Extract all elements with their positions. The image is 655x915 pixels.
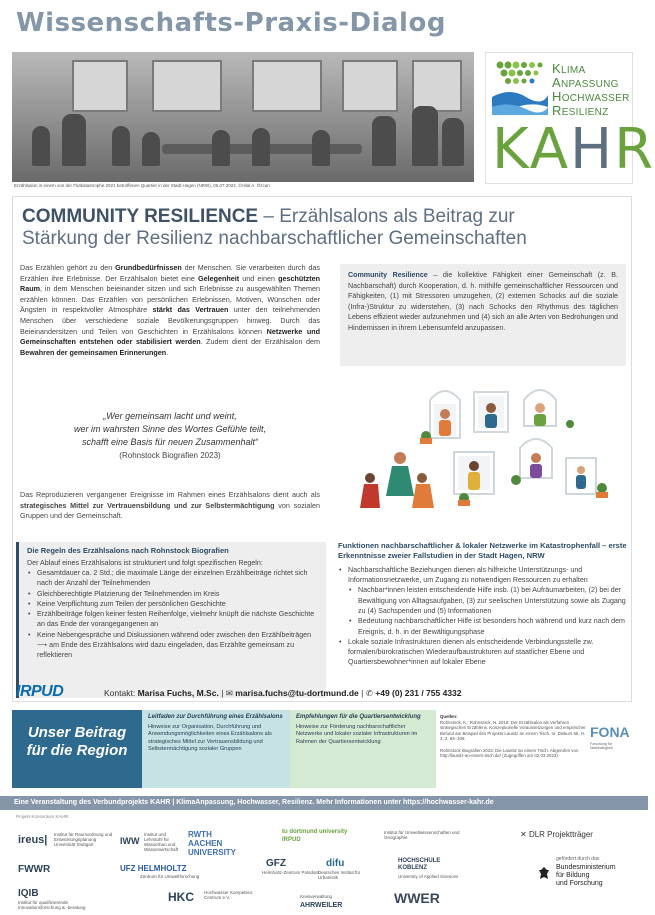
hero-photo <box>12 52 474 182</box>
photo-window <box>152 60 222 112</box>
headline-rest: – Erzählsalons als Beitrag zur <box>258 206 515 227</box>
rules-title: Die Regeln des Erzählsalons nach Rohnstock Biografien <box>27 546 229 555</box>
photo-window <box>252 60 322 112</box>
neighbors-illustration <box>340 378 626 528</box>
hero-caption: Erzählsalon in einem von der Flutkatastrophe 2021 betroffenen Quartier in der Stadt Hagen (NRW), 05.07.2022, ©Hilal A. Özcan <box>14 183 270 188</box>
networks-sublist <box>348 585 628 636</box>
photo-person <box>312 130 330 166</box>
partner-logo-iqib: IQIB <box>18 888 39 899</box>
footer-band <box>12 710 632 788</box>
partner-logo-difu: difu <box>326 858 345 869</box>
list-item: • Gleichberechtigte Platzierung der Teilnehmenden im Kreis <box>27 589 318 599</box>
photo-person <box>252 128 270 166</box>
verbund-bar: Eine Veranstaltung des Verbundprojekts KAHR | KlimaAnpassung, Hochwasser, Resilienz. Mehr Informationen unter https://hochwasser-kahr.de <box>0 796 648 810</box>
partner-logo-rwth: RWTH AACHEN UNIVERSITY <box>188 830 237 857</box>
dlr-icon: ✕ <box>520 830 529 839</box>
photo-person <box>442 118 464 166</box>
partner-sub-gfz: Helmholtz-Zentrum Potsdam <box>262 870 320 875</box>
fona-logo: FONA <box>590 724 630 740</box>
headline <box>22 206 622 250</box>
partner-logo-ireus: ireus| <box>18 834 48 846</box>
partner-logo-tu-dortmund: tu dortmund university IRPUD <box>282 829 348 843</box>
photo-person <box>372 116 396 166</box>
empfehlungen-box: Empfehlungen für die Quartiersentwicklung Hinweise zur Förderung nachbarschaftlicher Netzwerke und lokaler sozialer Infrastrukturen im Rahmen der Quartiersentwicklung <box>290 710 436 788</box>
list-item: • Erzählbeiträge folgen keiner festen Reihenfolge, vielmehr knüpft die nächste Geschichte an das Ende der vorangegangenen an <box>27 609 318 630</box>
intro-paragraph: Das Erzählen gehört zu den Grundbedürfnissen der Menschen. Sie verarbeiten durch das Erzählen ihre Erlebnisse. Der Erzählsalon bietet eine Gelegenheit und einen geschützten Raum, in dem Menschen beieinander sitzen und sich Erlebnisse zu ausgewählten Themen erzählen können. Das Erzählen von persönlichen Erlebnissen, Motiven, Wünschen oder Ängsten in respektvoller Atmosphäre stärkt das Vertrauen unter den teilnehmenden Menschen über verschiedene soziale Bevölkerungsgruppen hinweg. Durch das Beieinandersitzen und Teilen von Geschichten in Erzählsalons können Netzwerke und Gemeinschaften entstehen oder stabilisiert werden. Zudem dient der Erzählsalon dem Bewahren der gemeinsamen Erinnerungen. <box>20 263 320 357</box>
partner-sub-ahrweiler: Kreisverwaltung <box>300 894 333 899</box>
partner-sub-ireus: Institut für Raumordnung und Entwicklungsplanung Universität Stuttgart <box>54 832 113 847</box>
definition-text: – die kollektive Fähigkeit einer Gemeinschaft (z. B. Nachbarschaft) durch Kooperation, d. h. mithilfe gemeinschaftlicher Ressourcen und Fähigkeiten, (1) mit Stressoren umzugehen, (2) externen Schocks auf die soziale (Infra-)Struktur zu widerstehen, (3) nach Schocks den Rhythmus des täglichen Lebens effizient wieder aufzunehmen und (4) sich an alle Arten von Bedrohungen und Hindernissen in ihrem Lebensumfeld anzupassen. <box>348 271 618 332</box>
networks-section <box>338 541 628 668</box>
references: Quellen: Rohnstock, K.; Rohnstock, N. 2018: Der Erzählsalon als Verfahren strategischen Erzählens. Konzeptionelle Voraussetzungen und empirischer Befund am Beispiel des Projekts Lausitz an einem Tisch. In: Diskurs 65, H. 3, 2: 84–108. Rohnstock Biografien 2023: Die Lausitz an einem Tisch. Abgerufen von http://lausitz-an-einem-tisch.de/ (Zugegriffen am 02.03.2023) <box>440 714 586 759</box>
partner-logo-ahrweiler: AHRWEILER <box>300 902 343 909</box>
page-title: Wissenschafts-Praxis-Dialog <box>16 8 446 38</box>
contact-bar <box>16 683 626 703</box>
partner-sub-iww: Institut und Lehrstuhl für Wasserbau und Wasserwirtschaft <box>144 832 179 852</box>
contact-line: Kontakt: Marisa Fuchs, M.Sc. | ✉ marisa.fuchs@tu-dortmund.de | ✆ +49 (0) 231 / 755 4332 <box>104 688 462 698</box>
definition-term: Community Resilience <box>348 271 428 279</box>
partner-sub-iqib: Institut für qualifizierende Innovationsforschung & -beratung <box>18 900 86 910</box>
photo-person <box>412 106 438 166</box>
definition-box <box>340 264 626 366</box>
partner-logo-koblenz: HOCHSCHULE KOBLENZ <box>398 858 441 871</box>
partner-logo-hkc: HKC <box>168 890 194 904</box>
list-item: • Bedeutung nachbarschaftlicher Hilfe ist besonders hoch während und kurz nach dem Ereignis, d. h. in der Bewältigungsphase <box>348 616 628 637</box>
headline-line2: Stärkung der Resilienz nachbarschaftlicher Gemeinschaften <box>22 228 527 249</box>
dlr-logo: ✕ DLR Projektträger <box>520 830 593 839</box>
contact-email[interactable]: marisa.fuchs@tu-dortmund.de <box>235 688 359 698</box>
partner-sub-difu: Deutsches Institut für Urbanistik <box>318 870 361 880</box>
bmbf-logo: Bundesministerium für Bildung und Forschung <box>556 864 616 887</box>
phone-icon: ✆ <box>365 688 373 698</box>
photo-window <box>342 60 398 112</box>
kahr-logo <box>485 52 655 184</box>
logo-dots-icon <box>490 59 548 115</box>
photo-person <box>32 126 50 166</box>
fona-subtitle: Forschung für Nachhaltigkeit <box>590 742 613 750</box>
partner-logo-iww: IWW <box>120 836 140 846</box>
networks-title: Funktionen nachbarschaftlicher & lokaler Netzwerke im Katastrophenfall – erste Erkenntnisse zweier Fallstudien in der Stadt Hagen, NRW <box>338 541 627 561</box>
leitfaden-box: Leitfaden zur Durchführung eines Erzählsalons Hinweise zur Organisation, Durchführung und Anwendungsmöglichkeiten eines Erzählsalons als strategisches Mittel zur Vertrauensbildung und Selbstermächtigung sozialer Gruppen <box>142 710 290 788</box>
eagle-icon <box>538 866 550 882</box>
quote-block: „Wer gemeinsam lacht und weint, wer im wahrsten Sinne des Wortes Gefühle teilt, schafft eine Basis für neuen Zusammenhalt“ (Rohnstock Biografien 2023) <box>20 410 320 462</box>
list-item: • Keine Verpflichtung zum Teilen der persönlichen Geschichte <box>27 599 318 609</box>
list-item: • Gesamtdauer ca. 2 Std.; die maximale Länge der einzelnen Erzählbeiträge richtet sich nach der Anzahl der Teilnehmenden <box>27 568 318 589</box>
partner-sub-ufz: Zentrum für Umweltforschung <box>140 874 200 879</box>
rules-list <box>27 568 318 661</box>
partner-sub-koblenz: University of Applied Sciences <box>398 874 459 879</box>
rules-intro: Der Ablauf eines Erzählsalons ist strukturiert und folgt spezifischen Regeln: <box>27 559 263 567</box>
list-item: • Lokale soziale Infrastrukturen dienen als entscheidende Verbindungsstelle zw. formalen/bürokratischen Wiederaufbaustrukturen auf staatlicher Ebene und Quartiersbewohner*innen auf lokaler Ebene <box>338 637 628 668</box>
partner-logo-ufz: UFZ HELMHOLTZ <box>120 864 187 873</box>
bmbf-label: gefördert durch das <box>556 856 600 862</box>
list-item: • Nachbarschaftliche Beziehungen dienen als hilfreiche Unterstützungs- und Informationsnetzwerke, um Zugang zu notwendigen Ressourcen zu erhalten • Nachbar*innen leisten entscheidende Hilfe insb. (1) bei Aufräumarbeiten, (2) bei der Bewältigung von Alltagsaufgaben, (3) zur seelischen Unterstützung sowie als Zugang zu (4) Sachspenden und (5) Informationen • Bedeutung nachbarschaftlicher Hilfe ist besonders hoch während und kurz nach dem Ereignis, d. h. in der Bewältigungsphase <box>338 565 628 637</box>
photo-window <box>72 60 128 112</box>
headline-bold: COMMUNITY RESILIENCE <box>22 206 259 227</box>
partner-logo-wwer: WWER <box>394 890 440 906</box>
mail-icon: ✉ <box>225 688 233 698</box>
logo-word-anpassung: ANPASSUNG <box>552 75 619 90</box>
logo-word-resilienz: RESILIENZ <box>552 103 609 118</box>
photo-person <box>62 114 86 166</box>
photo-window <box>412 60 462 112</box>
partner-logos <box>0 810 648 915</box>
logo-word-klima: KLIMA <box>552 61 586 76</box>
list-item: • Nachbar*innen leisten entscheidende Hilfe insb. (1) bei Aufräumarbeiten, (2) bei der Bewältigung von Alltagsaufgaben, (3) zur seelischen Unterstützung sowie als Zugang zu (4) Sachspenden und (5) Informationen <box>348 585 628 616</box>
logo-word-hochwasser: HOCHWASSER <box>552 89 630 104</box>
partner-logo-gfz: GFZ <box>266 858 286 869</box>
partner-logo-fwwr: FWWR <box>18 864 51 875</box>
partner-logo-umwelt: Institut für Umweltwissenschaften und Geographie <box>384 830 460 840</box>
repro-paragraph: Das Reproduzieren vergangener Ereignisse im Rahmen eines Erzählsalons dient auch als strategisches Mittel zur Vertrauensbildung und zur Selbstermächtigung von sozialen Gruppen und der Gemeinschaft. <box>20 490 320 521</box>
rules-box <box>16 542 326 698</box>
photo-person <box>112 126 130 166</box>
partner-label: Projekt-Konsortium KAHR: <box>16 814 70 819</box>
contact-name: Marisa Fuchs, M.Sc. <box>137 688 219 698</box>
partner-sub-hkc: Hochwasser Kompetenz Centrum e.V. <box>204 890 253 900</box>
irpud-logo: IRPUD <box>16 683 64 700</box>
quote-source: (Rohnstock Biografien 2023) <box>119 451 221 460</box>
contact-phone[interactable]: +49 (0) 231 / 755 4332 <box>375 688 462 698</box>
logo-acronym: KAHR <box>492 117 655 182</box>
list-item: • Keine Nebengespräche und Diskussionen während oder zwischen den Erzählbeiträgen ⟶ am Ende des Erzählsalons wird dazu eingeladen, das Erzählte gemeinsam zu reflektieren <box>27 630 318 661</box>
beitrag-box: Unser Beitrag für die Region <box>12 710 142 788</box>
photo-person <box>142 132 160 166</box>
networks-list <box>338 565 628 668</box>
photo-person <box>212 130 230 166</box>
